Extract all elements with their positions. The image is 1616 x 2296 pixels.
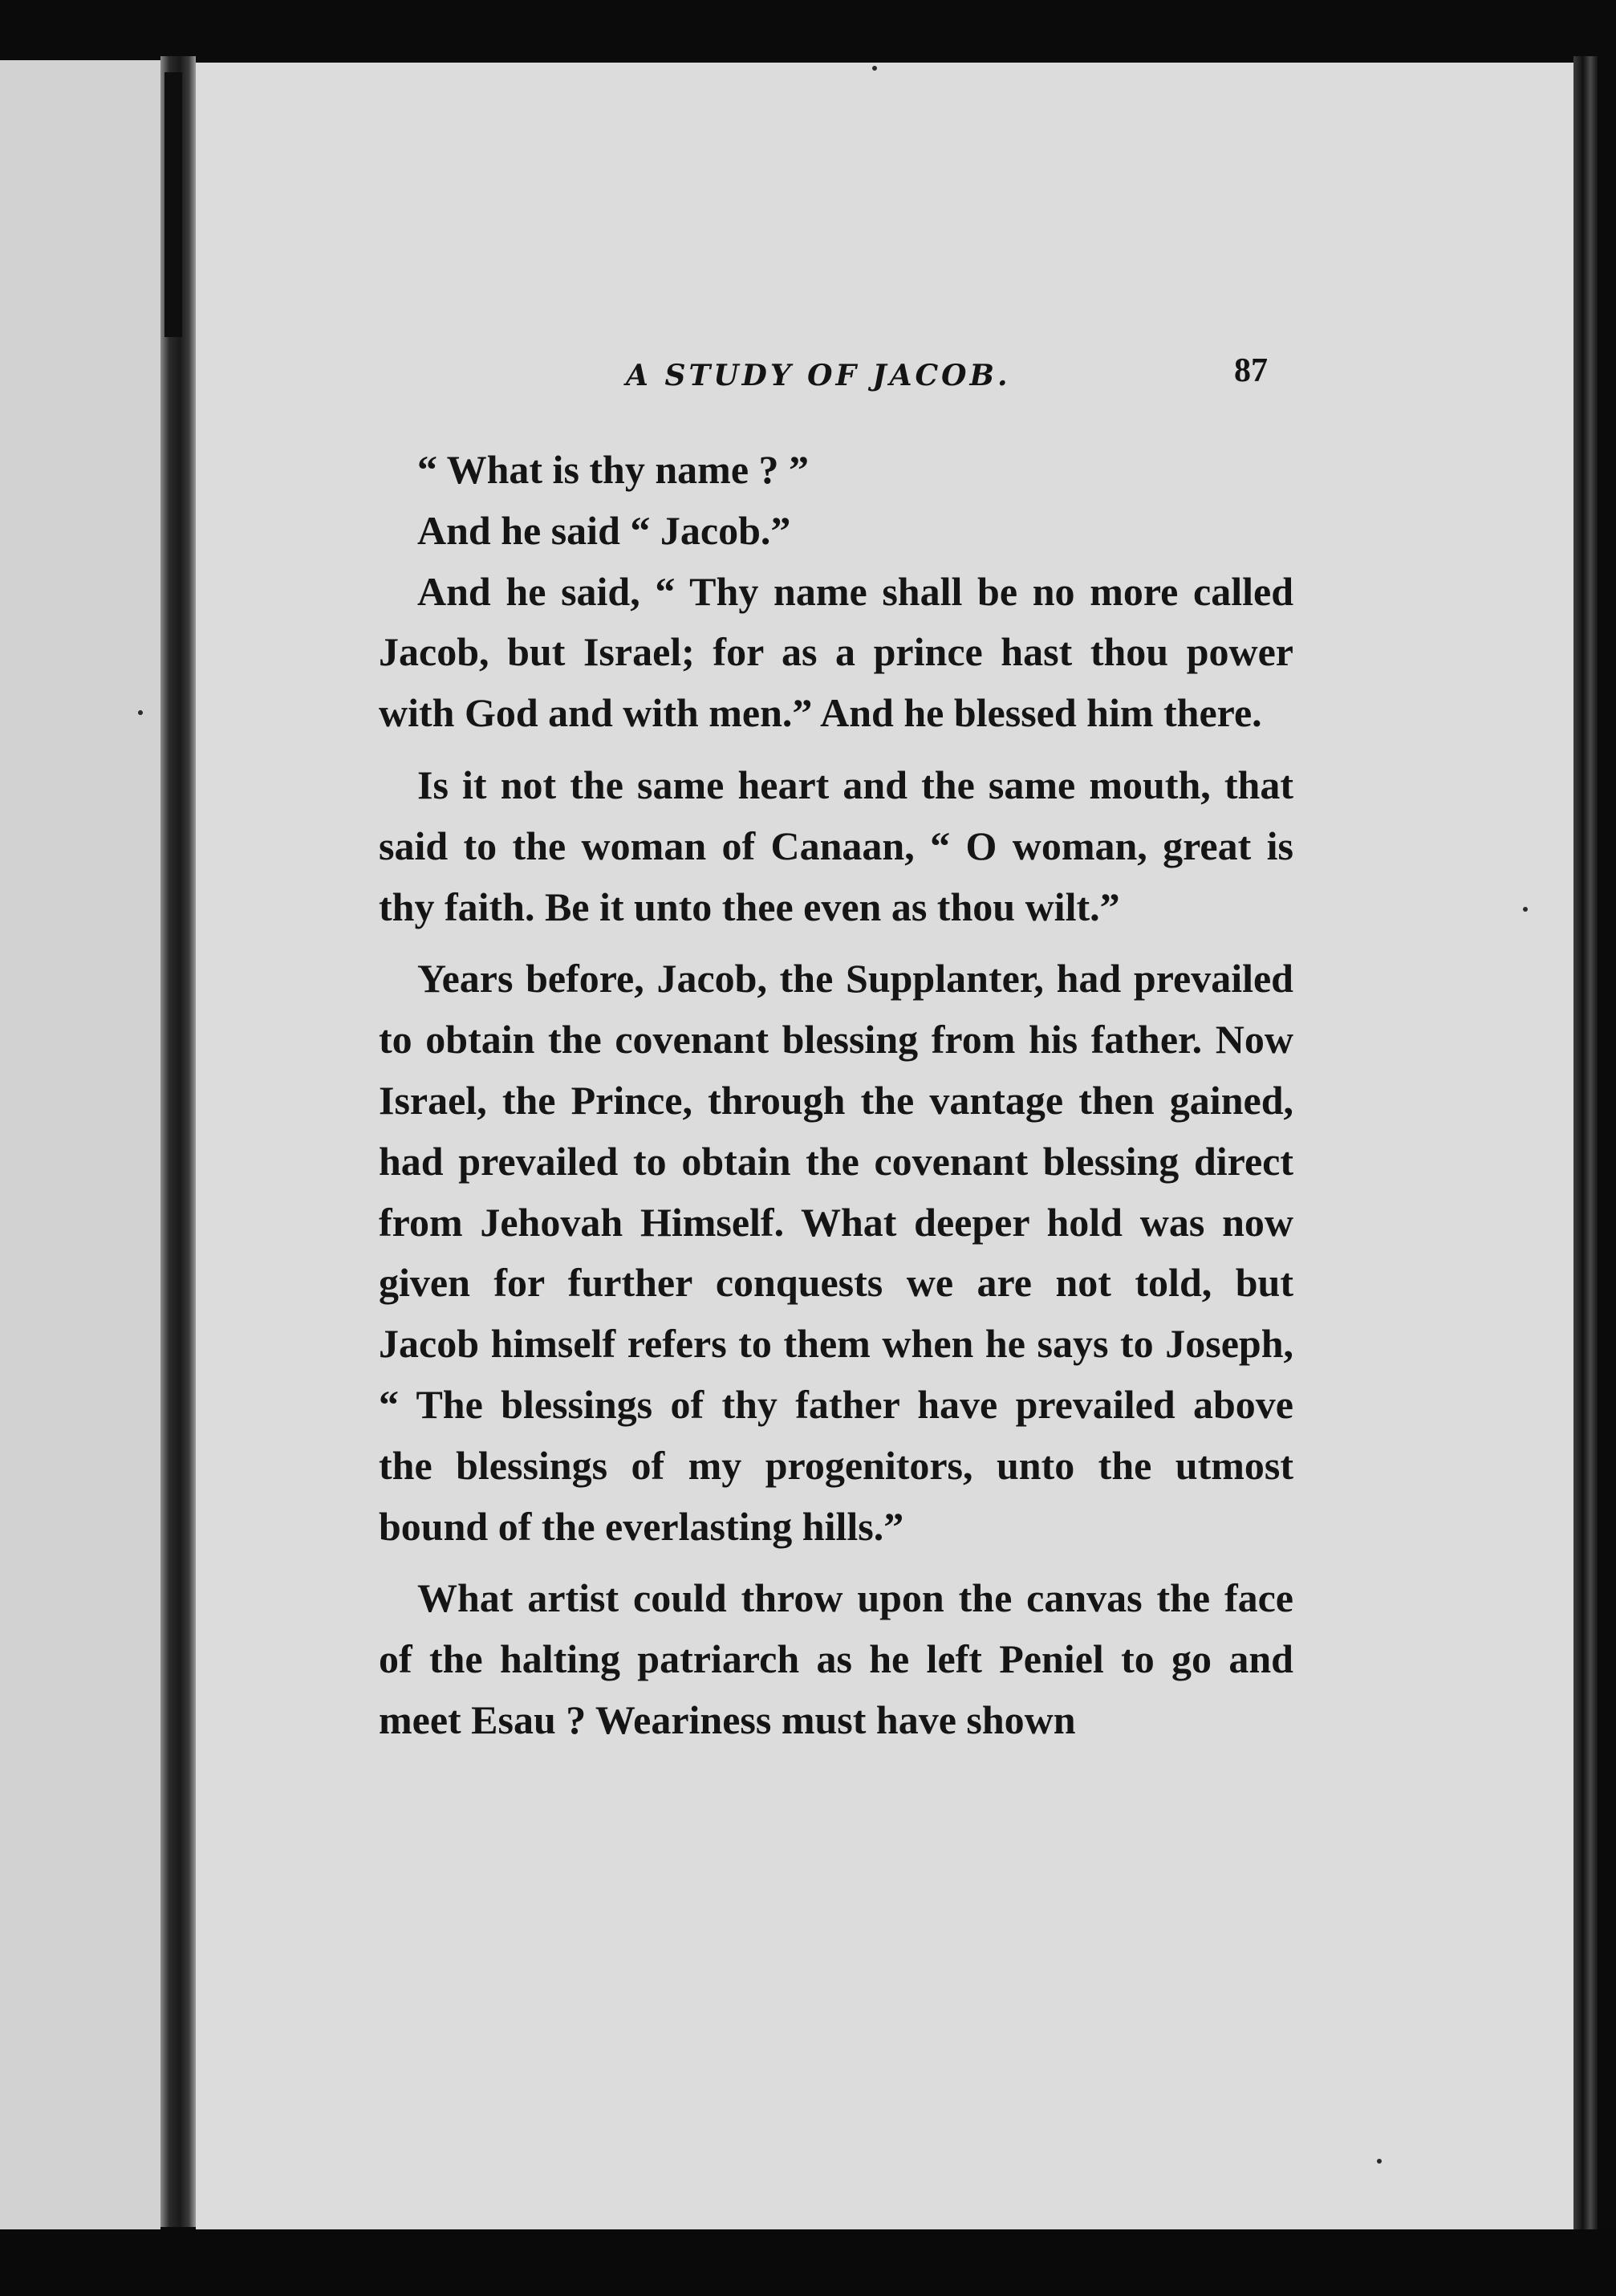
scan-speck [138,710,143,715]
paragraph: Is it not the same heart and the same mouth, that said to the woman of Canaan, “ O woman, great is thy faith. Be it unto thee even as thou wilt.” [379,762,1293,929]
book-gutter [160,56,196,2227]
paragraph: And he said, “ Thy name shall be no more called Jacob, but Israel; for as a prince hast thou power with God and with men.” And he blessed him there. [379,568,1293,736]
gutter-shadow [164,72,182,337]
scan-speck [1523,907,1528,912]
page-number: 87 [1234,352,1268,389]
running-head: A STUDY OF JACOB. [626,359,1011,392]
left-facing-page [0,60,160,2235]
body-text [379,440,1293,1751]
paragraph: Years before, Jacob, the Supplanter, had prevailed to obtain the covenant blessing from his father. Now Israel, the Prince, through the vantage then gained, had prevailed to obtain the covenant blessing direct from Jehovah Himself. What deeper hold was now given for further conquests we are not told, but Jacob himself refers to them when he says to Joseph, “ The blessings of thy father have prevailed above the blessings of my progenitors, unto the utmost bound of the everlasting hills.” [379,956,1293,1549]
paragraph: And he said “ Jacob.” [417,507,791,553]
paragraph: What artist could throw upon the canvas the face of the halting patriarch as he left Peniel to go and meet Esau ? Weariness must have shown [379,1575,1293,1742]
paragraph: “ What is thy name ? ” [417,447,810,492]
scan-border-bottom [0,2229,1616,2296]
scan-speck [872,66,877,71]
page-edge [1573,56,1598,2235]
scan-speck [1377,2159,1382,2164]
